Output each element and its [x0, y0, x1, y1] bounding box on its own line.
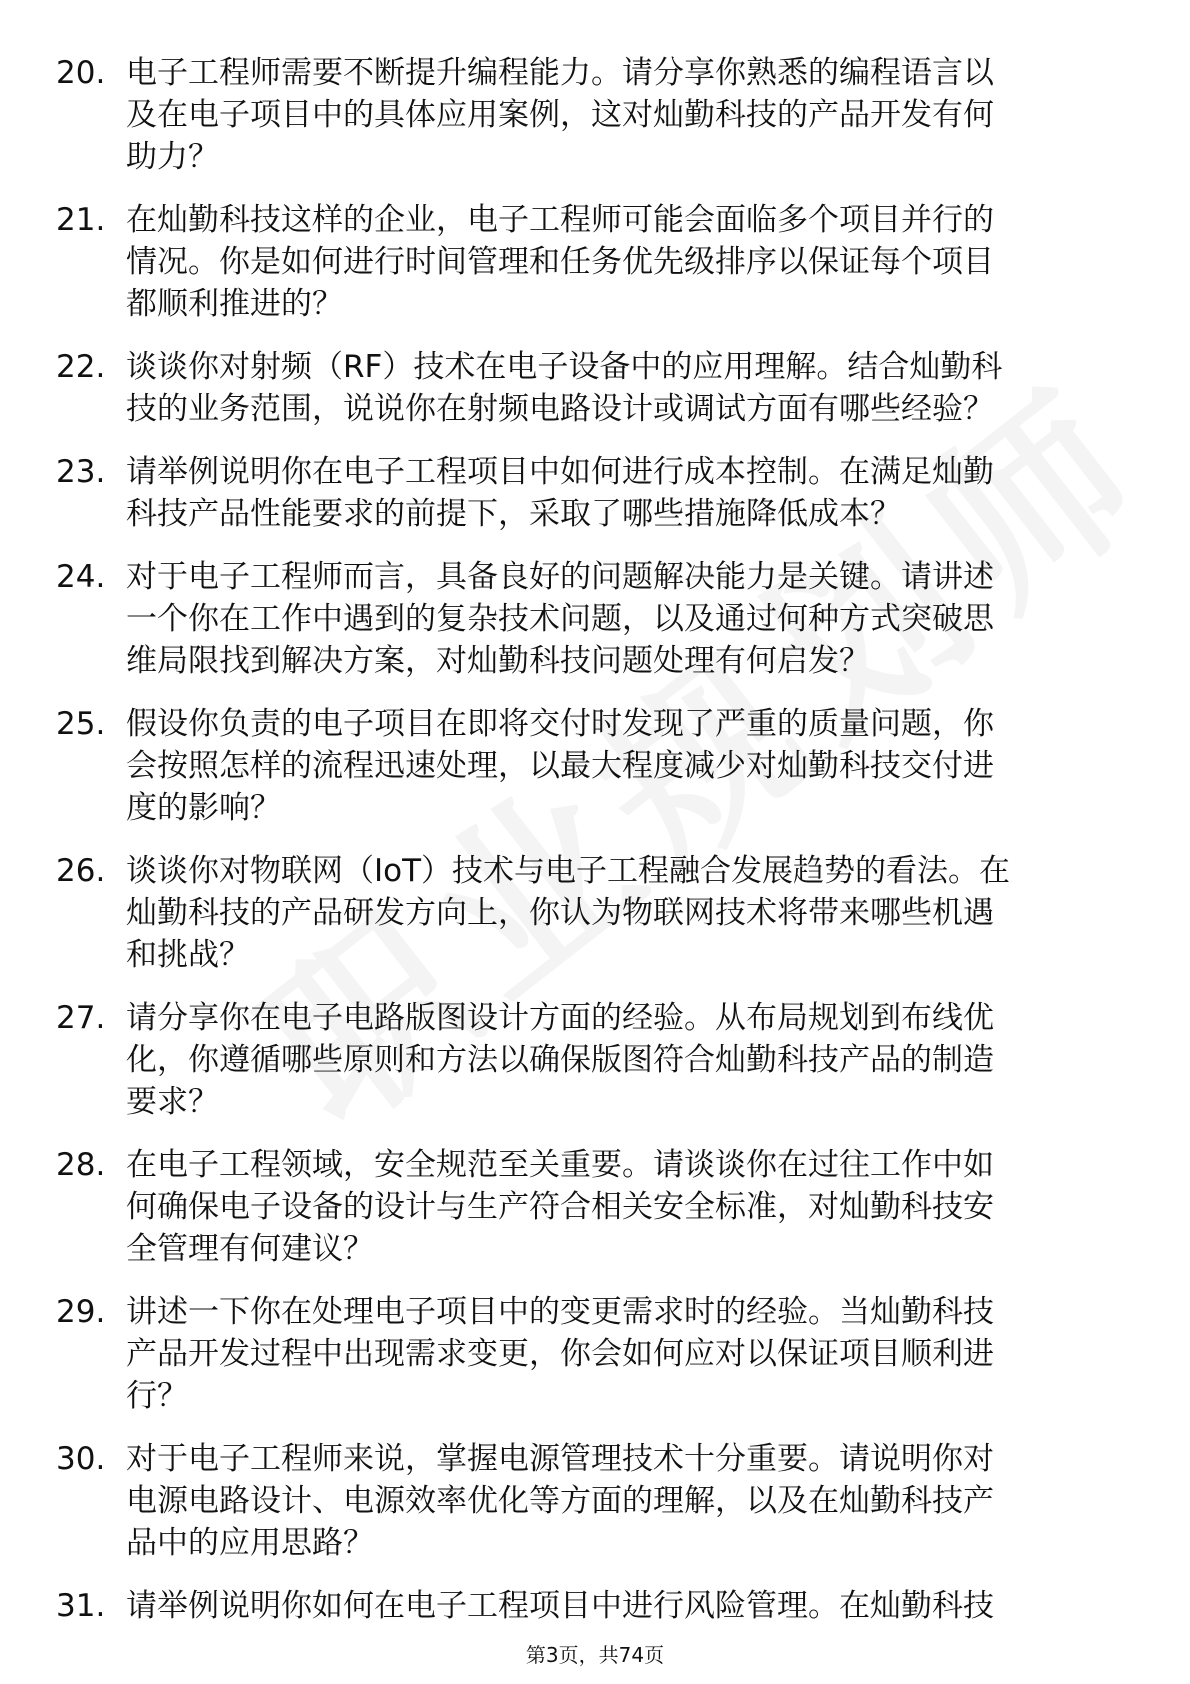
question-text-line: 行？ — [126, 1378, 188, 1414]
question-text-line: 一个你在工作中遇到的复杂技术问题，以及通过何种方式突破思 — [126, 601, 994, 637]
question-number: 27. — [56, 1000, 106, 1036]
question-text — [126, 1585, 1106, 1627]
page-footer: 第3页，共74页 — [525, 1643, 665, 1667]
question-text — [126, 199, 1106, 325]
question-text-line: 科技产品性能要求的前提下，采取了哪些措施降低成本？ — [126, 496, 901, 532]
question-number: 24. — [56, 559, 106, 595]
question-text — [126, 850, 1106, 976]
question-text-line: 化，你遵循哪些原则和方法以确保版图符合灿勤科技产品的制造 — [126, 1042, 994, 1078]
question-number: 20. — [56, 55, 106, 91]
question-list — [0, 52, 1190, 1648]
question-text — [126, 1438, 1106, 1564]
question-item — [0, 1144, 1190, 1270]
question-number: 22. — [56, 349, 106, 385]
question-item — [0, 52, 1190, 178]
question-item — [0, 451, 1190, 535]
question-number: 31. — [56, 1588, 106, 1624]
question-text-line: 要求？ — [126, 1084, 219, 1120]
question-text-line: 度的影响？ — [126, 790, 281, 826]
question-text-line: 电子工程师需要不断提升编程能力。请分享你熟悉的编程语言以 — [126, 55, 994, 91]
question-text-line: 何确保电子设备的设计与生产符合相关安全标准，对灿勤科技安 — [126, 1189, 994, 1225]
question-item — [0, 850, 1190, 976]
question-text-line: 技的业务范围，说说你在射频电路设计或调试方面有哪些经验？ — [126, 391, 994, 427]
question-text-line: 谈谈你对射频（RF）技术在电子设备中的应用理解。结合灿勤科 — [126, 349, 1003, 385]
question-item — [0, 1585, 1190, 1627]
question-text — [126, 451, 1106, 535]
question-number: 23. — [56, 454, 106, 490]
question-text-line: 对于电子工程师而言，具备良好的问题解决能力是关键。请讲述 — [126, 559, 994, 595]
question-text — [126, 556, 1106, 682]
question-text-line: 品中的应用思路？ — [126, 1525, 374, 1561]
question-text-line: 产品开发过程中出现需求变更，你会如何应对以保证项目顺利进 — [126, 1336, 994, 1372]
question-text-line: 都顺利推进的？ — [126, 286, 343, 322]
question-text — [126, 703, 1106, 829]
question-item — [0, 1291, 1190, 1417]
question-text-line: 请分享你在电子电路版图设计方面的经验。从布局规划到布线优 — [126, 1000, 994, 1036]
question-number: 21. — [56, 202, 106, 238]
question-item — [0, 556, 1190, 682]
question-number: 26. — [56, 853, 106, 889]
question-number: 28. — [56, 1147, 106, 1183]
question-text-line: 情况。你是如何进行时间管理和任务优先级排序以保证每个项目 — [126, 244, 994, 280]
question-text-line: 假设你负责的电子项目在即将交付时发现了严重的质量问题，你 — [126, 706, 994, 742]
question-text-line: 灿勤科技的产品研发方向上，你认为物联网技术将带来哪些机遇 — [126, 895, 994, 931]
question-text-line: 对于电子工程师来说，掌握电源管理技术十分重要。请说明你对 — [126, 1441, 994, 1477]
question-text-line: 会按照怎样的流程迅速处理，以最大程度减少对灿勤科技交付进 — [126, 748, 994, 784]
question-number: 30. — [56, 1441, 106, 1477]
question-number: 25. — [56, 706, 106, 742]
question-item — [0, 199, 1190, 325]
question-text — [126, 1144, 1106, 1270]
question-item — [0, 346, 1190, 430]
question-text-line: 电源电路设计、电源效率优化等方面的理解，以及在灿勤科技产 — [126, 1483, 994, 1519]
question-text — [126, 52, 1106, 178]
question-text-line: 讲述一下你在处理电子项目中的变更需求时的经验。当灿勤科技 — [126, 1294, 994, 1330]
question-text-line: 在灿勤科技这样的企业，电子工程师可能会面临多个项目并行的 — [126, 202, 994, 238]
question-text-line: 及在电子项目中的具体应用案例，这对灿勤科技的产品开发有何 — [126, 97, 994, 133]
question-text-line: 谈谈你对物联网（IoT）技术与电子工程融合发展趋势的看法。在 — [126, 853, 1011, 889]
question-text-line: 全管理有何建议？ — [126, 1231, 374, 1267]
question-text — [126, 1291, 1106, 1417]
question-number: 29. — [56, 1294, 106, 1330]
question-text-line: 在电子工程领域，安全规范至关重要。请谈谈你在过往工作中如 — [126, 1147, 994, 1183]
question-text — [126, 346, 1106, 430]
question-text-line: 和挑战？ — [126, 937, 250, 973]
question-text-line: 请举例说明你如何在电子工程项目中进行风险管理。在灿勤科技 — [126, 1588, 994, 1624]
question-item — [0, 997, 1190, 1123]
question-text-line: 维局限找到解决方案，对灿勤科技问题处理有何启发？ — [126, 643, 870, 679]
question-text-line: 请举例说明你在电子工程项目中如何进行成本控制。在满足灿勤 — [126, 454, 994, 490]
question-item — [0, 1438, 1190, 1564]
question-text — [126, 997, 1106, 1123]
question-text-line: 助力？ — [126, 139, 219, 175]
question-item — [0, 703, 1190, 829]
